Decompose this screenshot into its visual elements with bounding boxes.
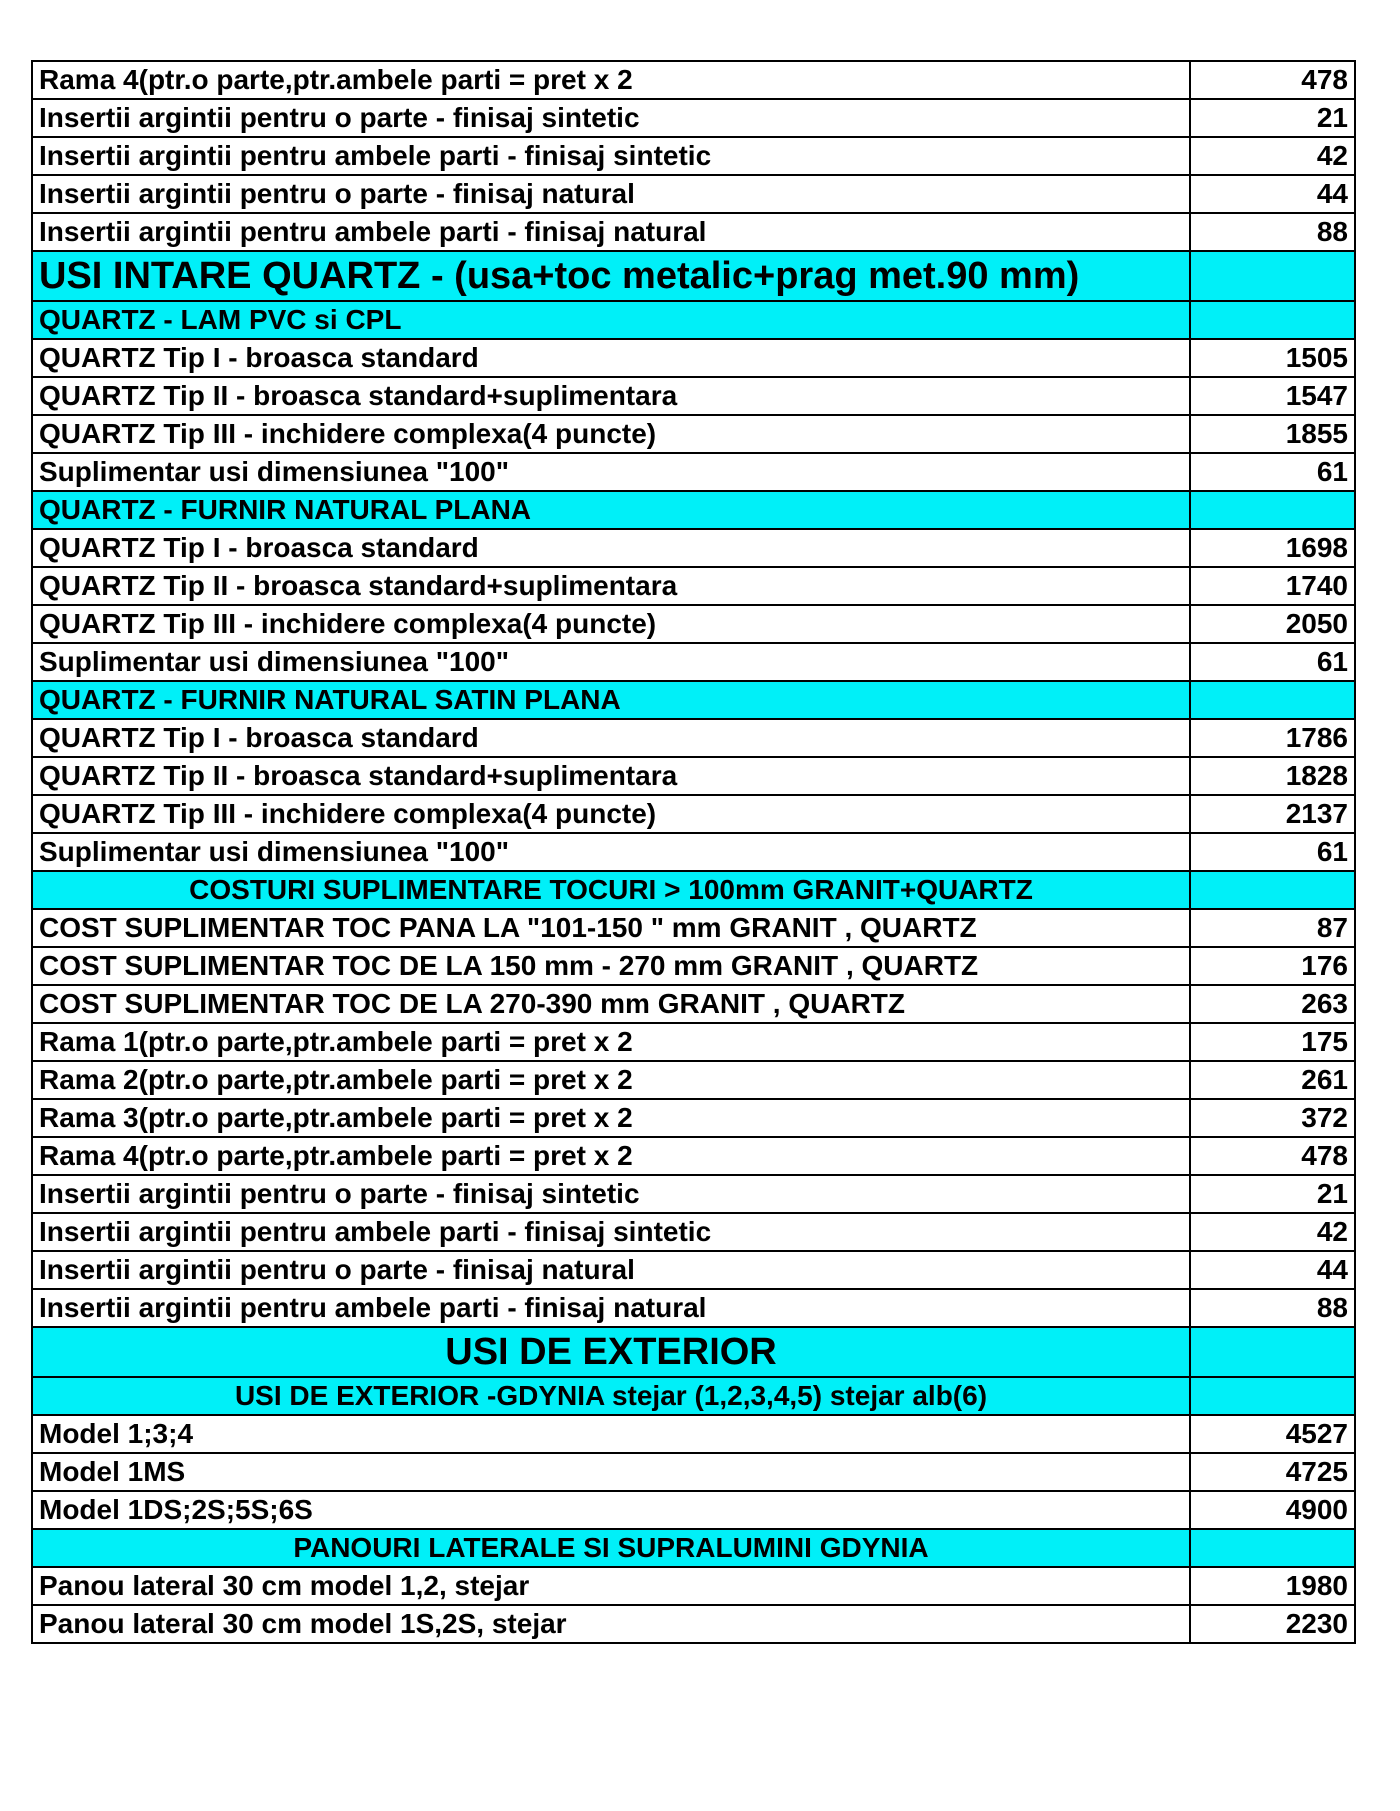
item-description: Rama 4(ptr.o parte,ptr.ambele parti = pret x 2 xyxy=(32,1137,1190,1175)
table-row xyxy=(32,339,1355,377)
table-row xyxy=(32,1491,1355,1529)
table-row xyxy=(32,213,1355,251)
item-description: QUARTZ Tip II - broasca standard+suplimentara xyxy=(32,567,1190,605)
item-description: Model 1DS;2S;5S;6S xyxy=(32,1491,1190,1529)
item-price: 4527 xyxy=(1190,1415,1355,1453)
item-description: Insertii argintii pentru ambele parti - finisaj natural xyxy=(32,213,1190,251)
item-description: Insertii argintii pentru o parte - finisaj sintetic xyxy=(32,99,1190,137)
table-row xyxy=(32,757,1355,795)
item-description: QUARTZ Tip III - inchidere complexa(4 puncte) xyxy=(32,415,1190,453)
item-description: QUARTZ Tip III - inchidere complexa(4 puncte) xyxy=(32,795,1190,833)
item-description: Panou lateral 30 cm model 1S,2S, stejar xyxy=(32,1605,1190,1643)
table-row xyxy=(32,833,1355,871)
price-table xyxy=(31,60,1356,1644)
item-price: 1698 xyxy=(1190,529,1355,567)
item-description: Insertii argintii pentru o parte - finisaj natural xyxy=(32,175,1190,213)
empty-price-cell xyxy=(1190,871,1355,909)
main-header-row xyxy=(32,1327,1355,1377)
item-price: 21 xyxy=(1190,99,1355,137)
item-description: Insertii argintii pentru o parte - finisaj sintetic xyxy=(32,1175,1190,1213)
item-description: Panou lateral 30 cm model 1,2, stejar xyxy=(32,1567,1190,1605)
item-description: Suplimentar usi dimensiunea "100" xyxy=(32,833,1190,871)
table-row xyxy=(32,1251,1355,1289)
item-description: COST SUPLIMENTAR TOC DE LA 150 mm - 270 mm GRANIT , QUARTZ xyxy=(32,947,1190,985)
item-price: 175 xyxy=(1190,1023,1355,1061)
item-price: 61 xyxy=(1190,643,1355,681)
item-description: Rama 4(ptr.o parte,ptr.ambele parti = pret x 2 xyxy=(32,61,1190,99)
table-row xyxy=(32,1453,1355,1491)
item-description: Model 1;3;4 xyxy=(32,1415,1190,1453)
item-price: 1855 xyxy=(1190,415,1355,453)
section-title: QUARTZ - LAM PVC si CPL xyxy=(32,301,1190,339)
table-row xyxy=(32,529,1355,567)
item-description: COST SUPLIMENTAR TOC DE LA 270-390 mm GRANIT , QUARTZ xyxy=(32,985,1190,1023)
item-description: Suplimentar usi dimensiunea "100" xyxy=(32,453,1190,491)
table-row xyxy=(32,137,1355,175)
item-description: QUARTZ Tip II - broasca standard+suplimentara xyxy=(32,757,1190,795)
empty-price-cell xyxy=(1190,251,1355,301)
empty-price-cell xyxy=(1190,1529,1355,1567)
item-description: Rama 1(ptr.o parte,ptr.ambele parti = pret x 2 xyxy=(32,1023,1190,1061)
section-title: COSTURI SUPLIMENTARE TOCURI > 100mm GRANIT+QUARTZ xyxy=(32,871,1190,909)
table-row xyxy=(32,1099,1355,1137)
section-title: USI DE EXTERIOR -GDYNIA stejar (1,2,3,4,5) stejar alb(6) xyxy=(32,1377,1190,1415)
item-description: Model 1MS xyxy=(32,1453,1190,1491)
item-price: 1786 xyxy=(1190,719,1355,757)
section-header-row xyxy=(32,1377,1355,1415)
item-price: 2230 xyxy=(1190,1605,1355,1643)
main-header-row xyxy=(32,251,1355,301)
table-row xyxy=(32,453,1355,491)
empty-price-cell xyxy=(1190,1377,1355,1415)
item-description: QUARTZ Tip III - inchidere complexa(4 puncte) xyxy=(32,605,1190,643)
section-title: PANOURI LATERALE SI SUPRALUMINI GDYNIA xyxy=(32,1529,1190,1567)
item-price: 21 xyxy=(1190,1175,1355,1213)
section-header-row xyxy=(32,681,1355,719)
section-title: USI DE EXTERIOR xyxy=(32,1327,1190,1377)
table-row xyxy=(32,1567,1355,1605)
item-price: 87 xyxy=(1190,909,1355,947)
item-price: 261 xyxy=(1190,1061,1355,1099)
table-row xyxy=(32,1061,1355,1099)
item-price: 88 xyxy=(1190,1289,1355,1327)
item-price: 42 xyxy=(1190,137,1355,175)
table-row xyxy=(32,1213,1355,1251)
section-title: USI INTARE QUARTZ - (usa+toc metalic+prag met.90 mm) xyxy=(32,251,1190,301)
item-description: Insertii argintii pentru o parte - finisaj natural xyxy=(32,1251,1190,1289)
empty-price-cell xyxy=(1190,301,1355,339)
table-row xyxy=(32,175,1355,213)
table-row xyxy=(32,1289,1355,1327)
item-price: 372 xyxy=(1190,1099,1355,1137)
table-row xyxy=(32,909,1355,947)
table-row xyxy=(32,415,1355,453)
section-header-row xyxy=(32,301,1355,339)
item-price: 1740 xyxy=(1190,567,1355,605)
table-row xyxy=(32,1415,1355,1453)
item-price: 478 xyxy=(1190,1137,1355,1175)
item-price: 1547 xyxy=(1190,377,1355,415)
item-price: 4900 xyxy=(1190,1491,1355,1529)
item-description: Insertii argintii pentru ambele parti - finisaj sintetic xyxy=(32,137,1190,175)
table-row xyxy=(32,605,1355,643)
item-price: 263 xyxy=(1190,985,1355,1023)
item-price: 176 xyxy=(1190,947,1355,985)
item-price: 478 xyxy=(1190,61,1355,99)
item-description: QUARTZ Tip II - broasca standard+suplimentara xyxy=(32,377,1190,415)
item-price: 2050 xyxy=(1190,605,1355,643)
table-row xyxy=(32,1175,1355,1213)
item-description: Rama 2(ptr.o parte,ptr.ambele parti = pret x 2 xyxy=(32,1061,1190,1099)
section-title: QUARTZ - FURNIR NATURAL PLANA xyxy=(32,491,1190,529)
item-price: 2137 xyxy=(1190,795,1355,833)
item-description: Rama 3(ptr.o parte,ptr.ambele parti = pret x 2 xyxy=(32,1099,1190,1137)
item-price: 42 xyxy=(1190,1213,1355,1251)
table-row xyxy=(32,1023,1355,1061)
section-header-row xyxy=(32,871,1355,909)
item-price: 1505 xyxy=(1190,339,1355,377)
item-price: 1980 xyxy=(1190,1567,1355,1605)
item-description: QUARTZ Tip I - broasca standard xyxy=(32,529,1190,567)
table-row xyxy=(32,567,1355,605)
item-price: 61 xyxy=(1190,453,1355,491)
item-price: 61 xyxy=(1190,833,1355,871)
table-row xyxy=(32,1137,1355,1175)
item-price: 44 xyxy=(1190,175,1355,213)
empty-price-cell xyxy=(1190,681,1355,719)
item-description: Insertii argintii pentru ambele parti - finisaj natural xyxy=(32,1289,1190,1327)
item-price: 1828 xyxy=(1190,757,1355,795)
empty-price-cell xyxy=(1190,1327,1355,1377)
table-row xyxy=(32,947,1355,985)
section-header-row xyxy=(32,1529,1355,1567)
table-row xyxy=(32,1605,1355,1643)
item-price: 88 xyxy=(1190,213,1355,251)
item-price: 4725 xyxy=(1190,1453,1355,1491)
table-row xyxy=(32,719,1355,757)
section-header-row xyxy=(32,491,1355,529)
table-row xyxy=(32,795,1355,833)
price-table-body xyxy=(32,61,1355,1643)
table-row xyxy=(32,61,1355,99)
table-row xyxy=(32,643,1355,681)
section-title: QUARTZ - FURNIR NATURAL SATIN PLANA xyxy=(32,681,1190,719)
item-description: QUARTZ Tip I - broasca standard xyxy=(32,719,1190,757)
empty-price-cell xyxy=(1190,491,1355,529)
item-price: 44 xyxy=(1190,1251,1355,1289)
table-row xyxy=(32,377,1355,415)
item-description: COST SUPLIMENTAR TOC PANA LA "101-150 " mm GRANIT , QUARTZ xyxy=(32,909,1190,947)
item-description: QUARTZ Tip I - broasca standard xyxy=(32,339,1190,377)
item-description: Insertii argintii pentru ambele parti - finisaj sintetic xyxy=(32,1213,1190,1251)
table-row xyxy=(32,99,1355,137)
item-description: Suplimentar usi dimensiunea "100" xyxy=(32,643,1190,681)
table-row xyxy=(32,985,1355,1023)
